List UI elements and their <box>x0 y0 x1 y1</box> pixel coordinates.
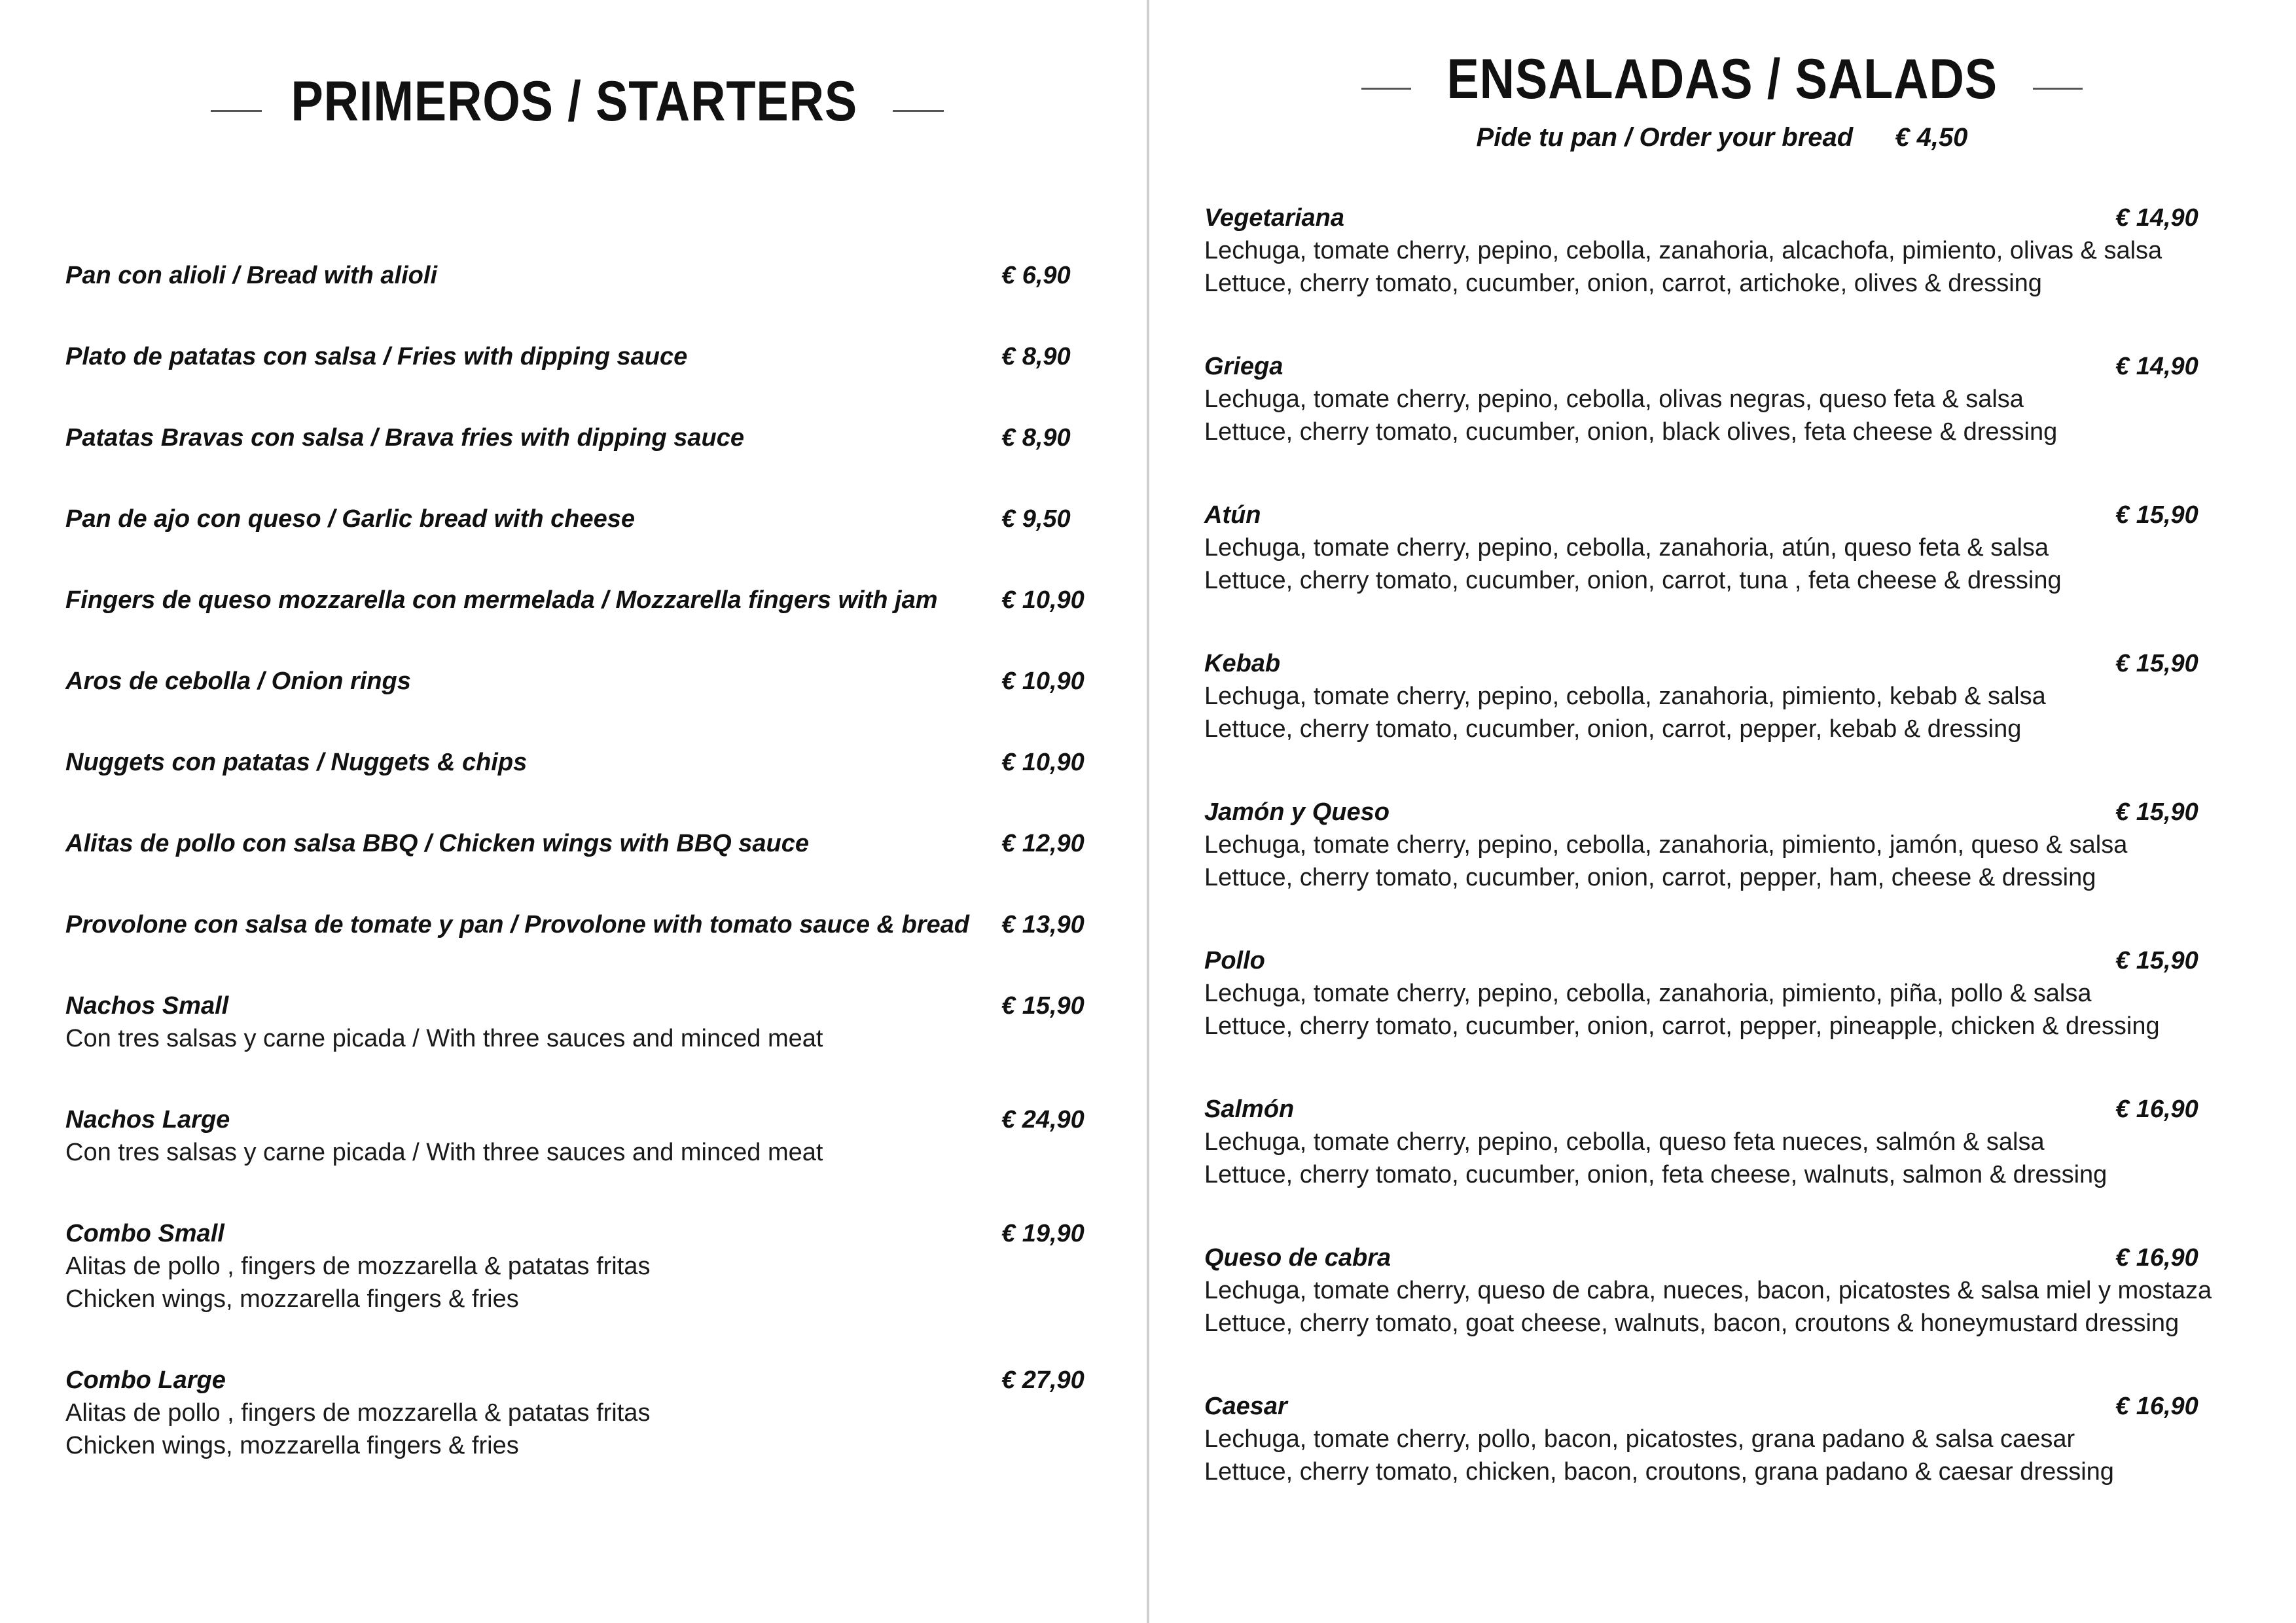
item-description-es: Lechuga, tomate cherry, pollo, bacon, picatostes, grana padano & salsa caesar <box>1204 1425 2075 1453</box>
menu-item <box>65 665 1100 746</box>
item-price: € 12,90 <box>1001 830 1085 857</box>
salads-list <box>1204 202 2265 1539</box>
menu-item <box>65 827 1100 908</box>
item-name: Queso de cabra <box>1204 1244 1391 1272</box>
item-description-es: Lechuga, tomate cherry, pepino, cebolla, olivas negras, queso feta & salsa <box>1204 385 2024 413</box>
item-name: Pan de ajo con queso / Garlic bread with cheese <box>65 505 636 533</box>
item-name: Aros de cebolla / Onion rings <box>65 668 411 695</box>
item-name: Kebab <box>1204 650 1281 677</box>
item-price: € 15,90 <box>2115 650 2198 677</box>
menu-item <box>65 340 1100 421</box>
bread-note <box>1148 123 2296 152</box>
item-description-en: Lettuce, cherry tomato, cucumber, onion, black olives, feta cheese & dressing <box>1204 418 2058 446</box>
menu-item <box>65 584 1100 665</box>
item-price: € 14,90 <box>2115 204 2198 232</box>
item-description-es: Alitas de pollo , fingers de mozzarella & patatas fritas <box>65 1399 651 1427</box>
item-name: Nachos Small <box>65 992 229 1020</box>
item-description-es: Lechuga, tomate cherry, pepino, cebolla, zanahoria, alcachofa, pimiento, olivas & salsa <box>1204 237 2162 264</box>
starters-header <box>0 70 1148 133</box>
item-name: Alitas de pollo con salsa BBQ / Chicken wings with BBQ sauce <box>65 830 810 857</box>
menu-item <box>1204 647 2265 796</box>
item-price: € 15,90 <box>2115 947 2198 974</box>
item-description-es: Lechuga, tomate cherry, pepino, cebolla, queso feta nueces, salmón & salsa <box>1204 1128 2045 1156</box>
item-description-es: Lechuga, tomate cherry, pepino, cebolla, zanahoria, pimiento, kebab & salsa <box>1204 683 2046 710</box>
menu-item <box>1204 1093 2265 1241</box>
item-description-en: Chicken wings, mozzarella fingers & fries <box>65 1432 519 1459</box>
item-name: Jamón y Queso <box>1204 798 1390 826</box>
item-description-en: Lettuce, cherry tomato, cucumber, onion, feta cheese, walnuts, salmon & dressing <box>1204 1161 2108 1188</box>
menu-item <box>65 990 1100 1103</box>
salads-title: ENSALADAS / SALADS <box>1446 48 1998 111</box>
menu-item <box>65 421 1100 503</box>
item-name: Patatas Bravas con salsa / Brava fries with dipping sauce <box>65 424 744 452</box>
salads-header <box>1148 48 2296 111</box>
item-price: € 15,90 <box>2115 798 2198 826</box>
menu-item <box>65 1364 1100 1510</box>
item-description-en: Chicken wings, mozzarella fingers & fries <box>65 1285 519 1313</box>
item-name: Combo Large <box>65 1366 226 1394</box>
item-name: Griega <box>1204 353 1283 380</box>
item-price: € 10,90 <box>1001 668 1085 695</box>
bread-note-text: Pide tu pan / Order your bread <box>1476 123 1854 152</box>
item-price: € 14,90 <box>2115 353 2198 380</box>
menu-item <box>65 259 1100 340</box>
item-name: Pan con alioli / Bread with alioli <box>65 262 437 289</box>
item-price: € 19,90 <box>1001 1220 1085 1247</box>
item-description-en: Lettuce, cherry tomato, chicken, bacon, croutons, grana padano & caesar dressing <box>1204 1458 2114 1486</box>
item-description-en: Lettuce, cherry tomato, goat cheese, walnuts, bacon, croutons & honeymustard dressing <box>1204 1310 2179 1337</box>
menu-item <box>65 503 1100 584</box>
item-price: € 16,90 <box>2115 1096 2198 1123</box>
item-description-es: Alitas de pollo , fingers de mozzarella & patatas fritas <box>65 1253 651 1280</box>
starters-title: PRIMEROS / STARTERS <box>291 70 857 133</box>
menu-item <box>65 746 1100 827</box>
menu-item <box>65 1103 1100 1217</box>
item-description-en: Lettuce, cherry tomato, cucumber, onion, carrot, pepper, ham, cheese & dressing <box>1204 864 2096 891</box>
item-name: Nachos Large <box>65 1106 230 1133</box>
item-price: € 15,90 <box>1001 992 1085 1020</box>
item-description-en: Lettuce, cherry tomato, cucumber, onion, carrot, artichoke, olives & dressing <box>1204 270 2042 297</box>
item-name: Atún <box>1204 501 1261 529</box>
salads-page <box>1148 0 2296 1623</box>
item-description-en: Lettuce, cherry tomato, cucumber, onion, carrot, pepper, pineapple, chicken & dressing <box>1204 1012 2160 1040</box>
item-price: € 27,90 <box>1001 1366 1085 1394</box>
item-description-es: Lechuga, tomate cherry, queso de cabra, nueces, bacon, picatostes & salsa miel y mostaza <box>1204 1277 2212 1304</box>
menu-item <box>65 908 1100 990</box>
menu-item <box>1204 202 2265 350</box>
item-price: € 10,90 <box>1001 749 1085 776</box>
item-price: € 16,90 <box>2115 1393 2198 1420</box>
menu-item <box>1204 944 2265 1093</box>
menu-item <box>65 1217 1100 1364</box>
item-description: Con tres salsas y carne picada / With three sauces and minced meat <box>65 1025 823 1052</box>
item-description-en: Lettuce, cherry tomato, cucumber, onion, carrot, tuna , feta cheese & dressing <box>1204 567 2062 594</box>
item-name: Salmón <box>1204 1096 1295 1123</box>
item-price: € 15,90 <box>2115 501 2198 529</box>
item-price: € 8,90 <box>1001 343 1071 370</box>
item-price: € 24,90 <box>1001 1106 1085 1133</box>
item-name: Plato de patatas con salsa / Fries with dipping sauce <box>65 343 688 370</box>
menu-item <box>1204 499 2265 647</box>
item-price: € 16,90 <box>2115 1244 2198 1272</box>
item-name: Caesar <box>1204 1393 1287 1420</box>
item-description-es: Lechuga, tomate cherry, pepino, cebolla, zanahoria, pimiento, piña, pollo & salsa <box>1204 980 2092 1007</box>
item-description-es: Lechuga, tomate cherry, pepino, cebolla, zanahoria, pimiento, jamón, queso & salsa <box>1204 831 2128 859</box>
item-name: Combo Small <box>65 1220 224 1247</box>
starters-list <box>65 259 1100 1510</box>
item-price: € 8,90 <box>1001 424 1071 452</box>
item-name: Fingers de queso mozzarella con mermelada / Mozzarella fingers with jam <box>65 586 938 614</box>
menu-item <box>1204 1390 2265 1539</box>
item-description-es: Lechuga, tomate cherry, pepino, cebolla, zanahoria, atún, queso feta & salsa <box>1204 534 2049 562</box>
item-name: Provolone con salsa de tomate y pan / Provolone with tomato sauce & bread <box>65 911 969 938</box>
bread-price: € 4,50 <box>1895 123 1968 152</box>
item-price: € 6,90 <box>1001 262 1071 289</box>
item-name: Vegetariana <box>1204 204 1345 232</box>
item-price: € 9,50 <box>1001 505 1071 533</box>
menu-item <box>1204 350 2265 499</box>
item-description-en: Lettuce, cherry tomato, cucumber, onion, carrot, pepper, kebab & dressing <box>1204 715 2022 743</box>
menu-item <box>1204 796 2265 944</box>
menu-item <box>1204 1241 2265 1390</box>
item-price: € 13,90 <box>1001 911 1085 938</box>
item-name: Nuggets con patatas / Nuggets & chips <box>65 749 528 776</box>
item-name: Pollo <box>1204 947 1265 974</box>
item-price: € 10,90 <box>1001 586 1085 614</box>
item-description: Con tres salsas y carne picada / With three sauces and minced meat <box>65 1139 823 1166</box>
